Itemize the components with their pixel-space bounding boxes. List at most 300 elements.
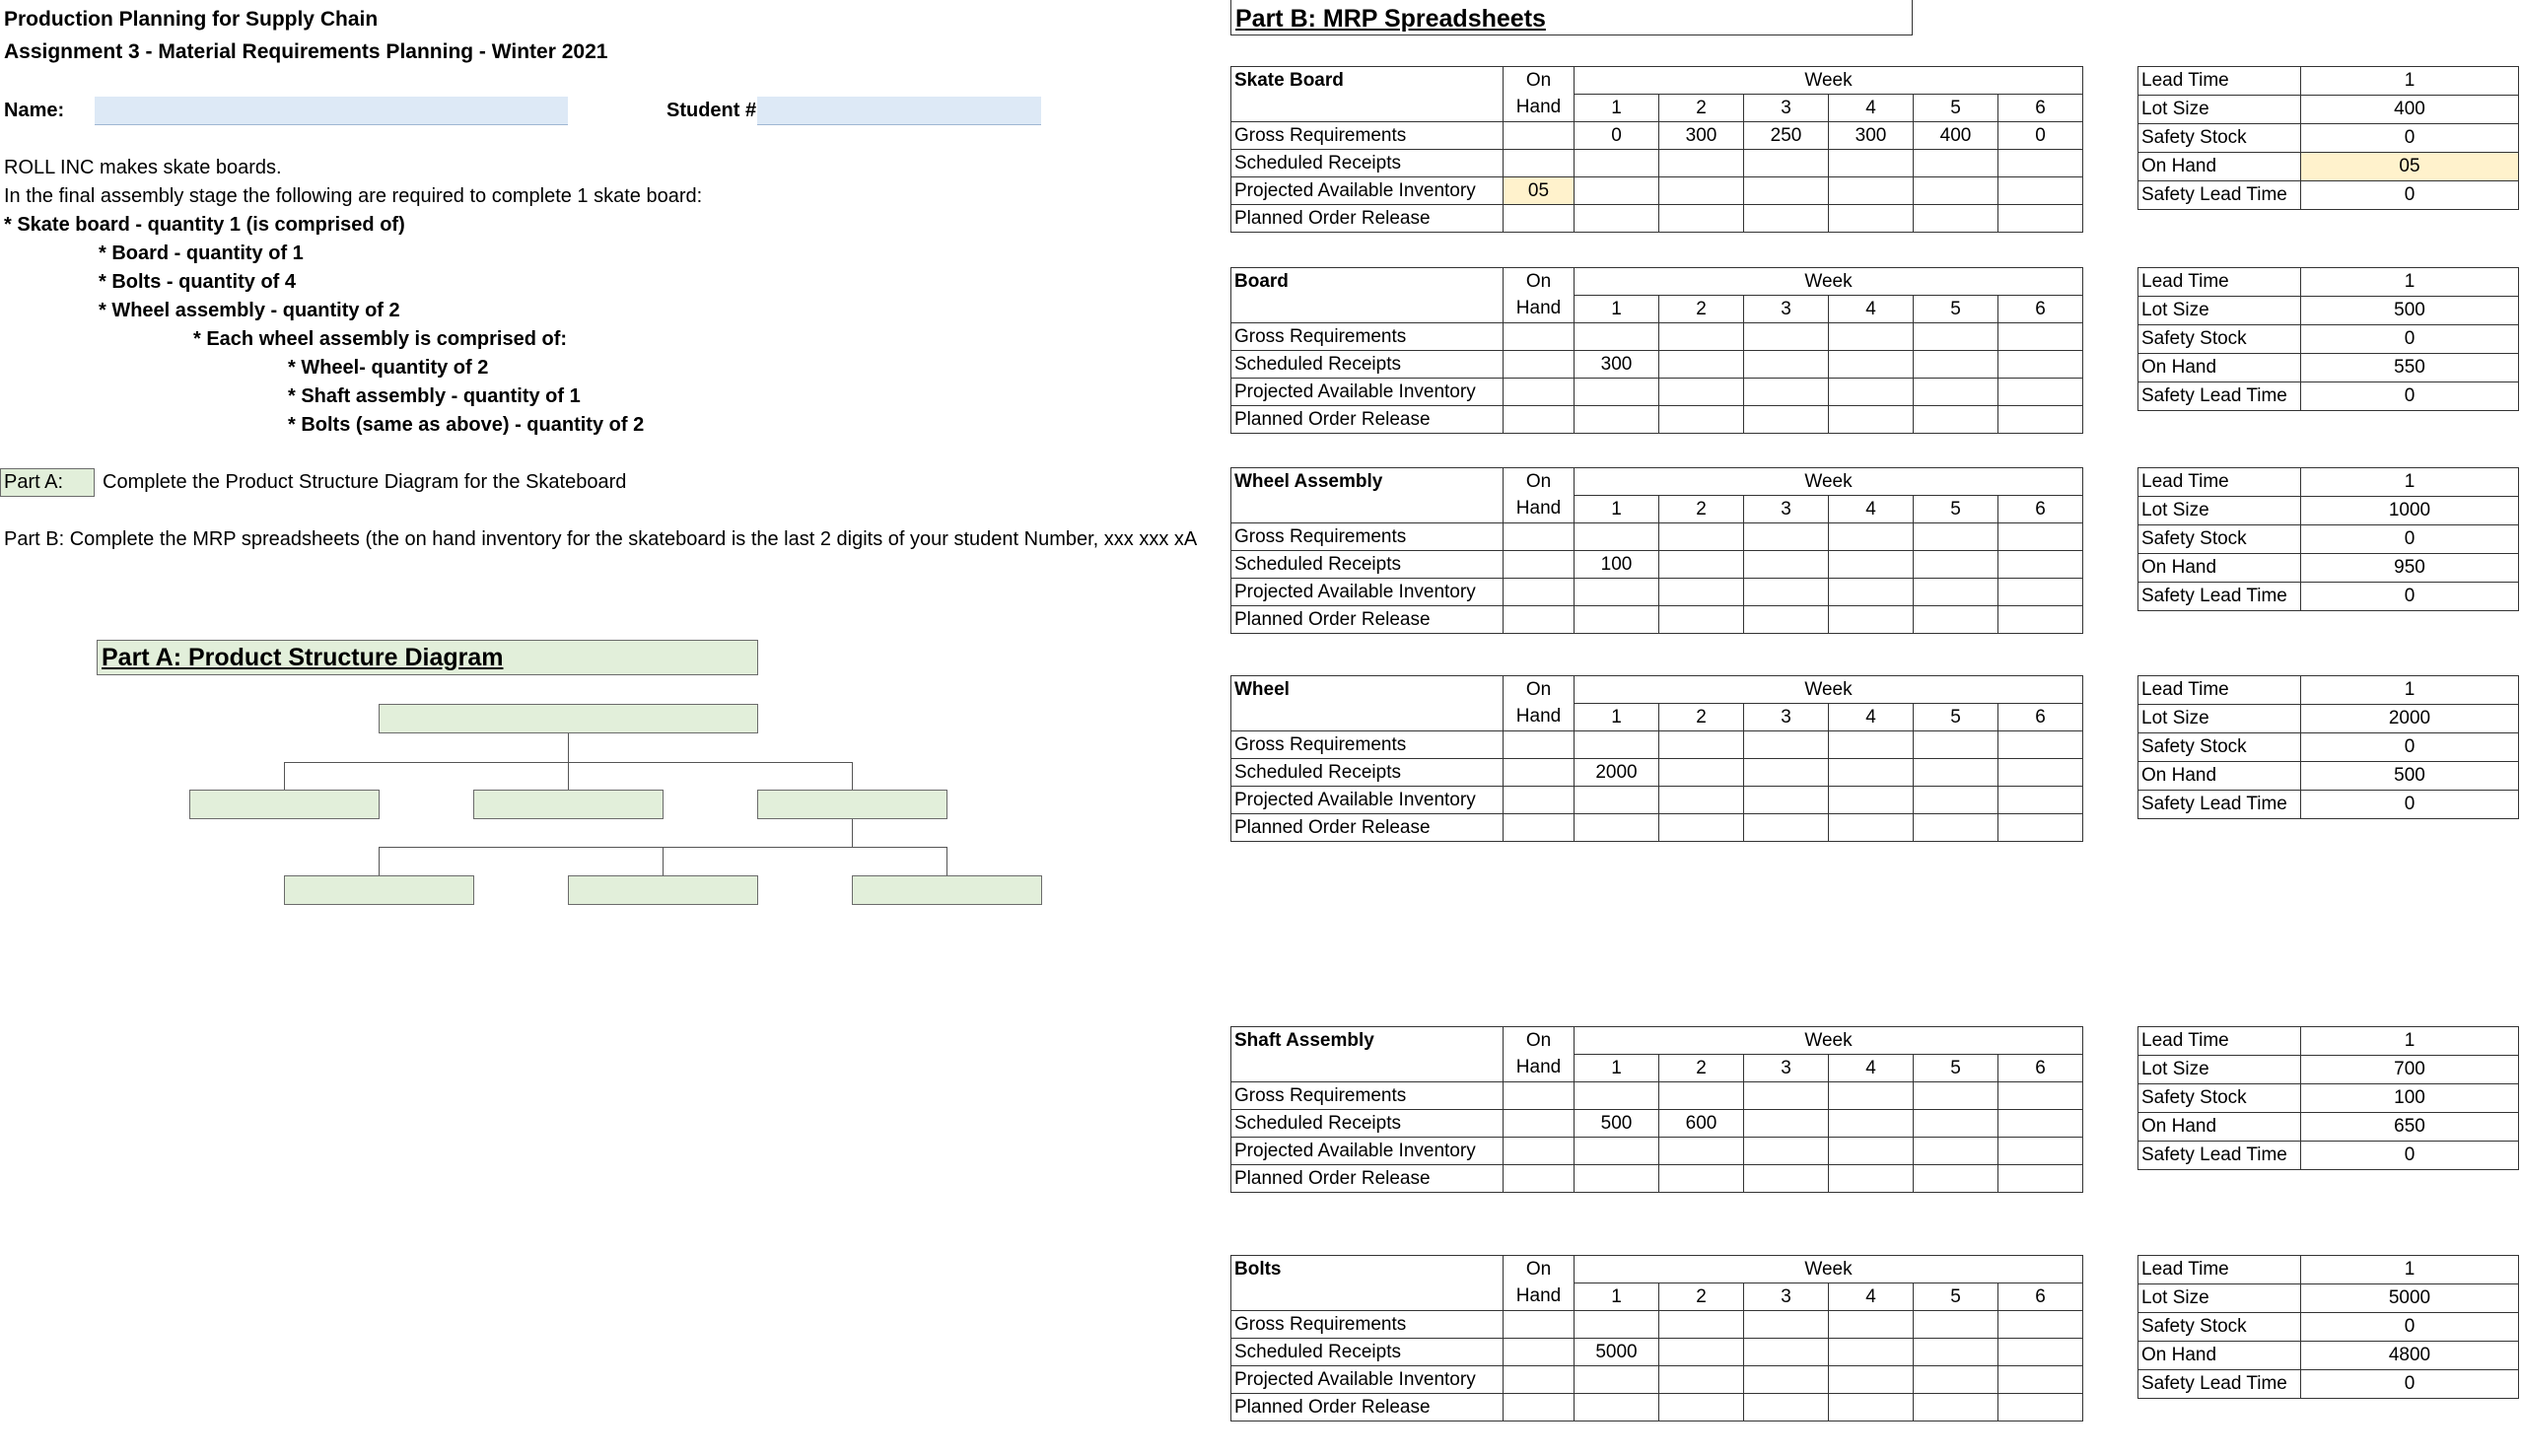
diagram-connector: [852, 819, 853, 848]
row-label: Planned Order Release: [1231, 814, 1504, 842]
input-cell[interactable]: [1659, 1138, 1744, 1165]
param-value[interactable]: 950: [2301, 554, 2519, 583]
param-label: Lead Time: [2138, 1256, 2301, 1284]
input-cell[interactable]: [1829, 177, 1914, 205]
gross-cell[interactable]: [1829, 523, 1914, 551]
param-label: Safety Lead Time: [2138, 791, 2301, 819]
scheduled-cell[interactable]: [1914, 1339, 1998, 1366]
param-value[interactable]: 500: [2301, 762, 2519, 791]
scheduled-cell[interactable]: [1829, 351, 1914, 379]
input-cell[interactable]: [1914, 1138, 1998, 1165]
week-number: 6: [1998, 704, 2083, 731]
input-cell[interactable]: [1998, 406, 2083, 434]
scheduled-cell[interactable]: [1829, 1339, 1914, 1366]
hand-label: Hand: [1504, 1283, 1575, 1311]
bom-line: * Wheel assembly - quantity of 2: [99, 300, 400, 321]
param-label: Safety Stock: [2138, 1084, 2301, 1113]
on-hand-cell[interactable]: [1504, 523, 1575, 551]
scheduled-cell[interactable]: [1914, 551, 1998, 579]
scheduled-cell[interactable]: [1744, 351, 1829, 379]
gross-cell[interactable]: [1575, 1311, 1659, 1339]
input-cell[interactable]: [1575, 1165, 1659, 1193]
gross-cell[interactable]: [1998, 1082, 2083, 1110]
input-cell[interactable]: [1998, 1366, 2083, 1394]
scheduled-cell[interactable]: [1998, 150, 2083, 177]
scheduled-cell[interactable]: [1744, 150, 1829, 177]
diagram-node-root[interactable]: [379, 704, 758, 733]
week-number: 4: [1829, 704, 1914, 731]
week-number: 6: [1998, 496, 2083, 523]
scheduled-cell[interactable]: 100: [1575, 551, 1659, 579]
gross-cell[interactable]: [1829, 1082, 1914, 1110]
on-hand-cell[interactable]: [1504, 814, 1575, 842]
on-hand-cell[interactable]: [1504, 731, 1575, 759]
gross-cell[interactable]: 0: [1575, 122, 1659, 150]
input-cell[interactable]: [1575, 814, 1659, 842]
diagram-connector: [284, 762, 285, 790]
row-label: Projected Available Inventory: [1231, 787, 1504, 814]
param-value[interactable]: 0: [2301, 583, 2519, 611]
part-b-instruction: Part B: Complete the MRP spreadsheets (the on hand inventory for the skateboard is the last 2 digits of your student Number, xxx xxx xA: [4, 528, 1198, 550]
param-label: Safety Lead Time: [2138, 1370, 2301, 1399]
week-number: 2: [1659, 704, 1744, 731]
input-cell[interactable]: [1998, 177, 2083, 205]
on-label: On: [1504, 67, 1575, 95]
gross-cell[interactable]: [1914, 523, 1998, 551]
on-hand-cell[interactable]: [1504, 351, 1575, 379]
param-label: Safety Stock: [2138, 733, 2301, 762]
param-label: Lot Size: [2138, 705, 2301, 733]
row-label: Projected Available Inventory: [1231, 1366, 1504, 1394]
input-cell[interactable]: [1575, 1366, 1659, 1394]
gross-cell[interactable]: [1744, 731, 1829, 759]
name-input[interactable]: [95, 97, 568, 125]
param-value[interactable]: 1: [2301, 1256, 2519, 1284]
param-label: Safety Lead Time: [2138, 1142, 2301, 1170]
input-cell[interactable]: [1744, 1165, 1829, 1193]
on-label: On: [1504, 268, 1575, 296]
gross-cell[interactable]: [1998, 731, 2083, 759]
input-cell[interactable]: [1659, 579, 1744, 606]
bom-line: * Board - quantity of 1: [99, 243, 304, 264]
param-value[interactable]: 500: [2301, 297, 2519, 325]
mrp-params-table: [2137, 1255, 2519, 1399]
param-value[interactable]: 1: [2301, 468, 2519, 497]
gross-cell[interactable]: [1829, 323, 1914, 351]
scheduled-cell[interactable]: [1829, 150, 1914, 177]
week-number: 1: [1575, 1055, 1659, 1082]
on-hand-cell[interactable]: [1504, 1339, 1575, 1366]
input-cell[interactable]: [1998, 1165, 2083, 1193]
param-value[interactable]: 1: [2301, 1027, 2519, 1056]
input-cell[interactable]: [1998, 1394, 2083, 1421]
param-value[interactable]: 0: [2301, 181, 2519, 210]
row-label: Scheduled Receipts: [1231, 551, 1504, 579]
input-cell[interactable]: [1744, 379, 1829, 406]
param-label: On Hand: [2138, 1113, 2301, 1142]
gross-cell[interactable]: [1744, 1082, 1829, 1110]
gross-cell[interactable]: 250: [1744, 122, 1829, 150]
scheduled-cell[interactable]: [1659, 551, 1744, 579]
input-cell[interactable]: [1914, 814, 1998, 842]
input-cell[interactable]: [1659, 606, 1744, 634]
input-cell[interactable]: [1998, 579, 2083, 606]
week-number: 2: [1659, 1055, 1744, 1082]
input-cell[interactable]: [1914, 787, 1998, 814]
input-cell[interactable]: [1744, 814, 1829, 842]
diagram-node-level2[interactable]: [852, 875, 1042, 905]
row-label: Planned Order Release: [1231, 1165, 1504, 1193]
row-label: Projected Available Inventory: [1231, 1138, 1504, 1165]
week-number: 4: [1829, 496, 1914, 523]
week-label: Week: [1575, 676, 2083, 704]
input-cell[interactable]: [1744, 1138, 1829, 1165]
scheduled-cell[interactable]: [1659, 759, 1744, 787]
gross-cell[interactable]: [1575, 523, 1659, 551]
on-hand-cell[interactable]: [1504, 1165, 1575, 1193]
gross-cell[interactable]: 300: [1659, 122, 1744, 150]
row-label: Projected Available Inventory: [1231, 379, 1504, 406]
week-label: Week: [1575, 1027, 2083, 1055]
scheduled-cell[interactable]: [1829, 551, 1914, 579]
input-cell[interactable]: [1659, 177, 1744, 205]
scheduled-cell[interactable]: [1659, 1339, 1744, 1366]
input-cell[interactable]: [1744, 1394, 1829, 1421]
item-name: Skate Board: [1231, 67, 1504, 95]
on-hand-cell[interactable]: [1504, 122, 1575, 150]
scheduled-cell[interactable]: [1744, 759, 1829, 787]
scheduled-cell[interactable]: 600: [1659, 1110, 1744, 1138]
gross-cell[interactable]: [1575, 323, 1659, 351]
week-number: 4: [1829, 1055, 1914, 1082]
gross-cell[interactable]: [1998, 323, 2083, 351]
item-name: Bolts: [1231, 1256, 1504, 1283]
gross-cell[interactable]: [1829, 731, 1914, 759]
gross-cell[interactable]: 300: [1829, 122, 1914, 150]
week-number: 5: [1914, 704, 1998, 731]
param-value[interactable]: 1000: [2301, 497, 2519, 525]
scheduled-cell[interactable]: [1659, 351, 1744, 379]
on-label: On: [1504, 468, 1575, 496]
param-label: Safety Lead Time: [2138, 181, 2301, 210]
input-cell[interactable]: [1998, 787, 2083, 814]
on-hand-cell[interactable]: [1504, 323, 1575, 351]
input-cell[interactable]: [1744, 579, 1829, 606]
param-value[interactable]: 100: [2301, 1084, 2519, 1113]
part-b-title: Part B: MRP Spreadsheets: [1235, 5, 1546, 33]
input-cell[interactable]: [1829, 1366, 1914, 1394]
pai-on-hand-cell[interactable]: [1504, 1138, 1575, 1165]
input-cell[interactable]: [1998, 1138, 2083, 1165]
param-label: Safety Lead Time: [2138, 382, 2301, 411]
week-number: 6: [1998, 296, 2083, 323]
row-label: Planned Order Release: [1231, 205, 1504, 233]
input-cell[interactable]: [1829, 1394, 1914, 1421]
input-cell[interactable]: [1829, 606, 1914, 634]
input-cell[interactable]: [1744, 1366, 1829, 1394]
param-value[interactable]: 650: [2301, 1113, 2519, 1142]
input-cell[interactable]: [1575, 1394, 1659, 1421]
input-cell[interactable]: [1998, 606, 2083, 634]
pai-on-hand-cell[interactable]: [1504, 379, 1575, 406]
gross-cell[interactable]: [1914, 323, 1998, 351]
param-value[interactable]: 5000: [2301, 1284, 2519, 1313]
param-label: Safety Stock: [2138, 1313, 2301, 1342]
on-hand-cell[interactable]: [1504, 1394, 1575, 1421]
param-label: Lot Size: [2138, 96, 2301, 124]
bom-line: * Wheel- quantity of 2: [288, 357, 489, 379]
item-name: Shaft Assembly: [1231, 1027, 1504, 1055]
mrp-params-table: [2137, 1026, 2519, 1170]
input-cell[interactable]: [1575, 579, 1659, 606]
gross-cell[interactable]: [1659, 731, 1744, 759]
row-label: Projected Available Inventory: [1231, 579, 1504, 606]
param-label: On Hand: [2138, 354, 2301, 382]
gross-cell[interactable]: [1829, 1311, 1914, 1339]
scheduled-cell[interactable]: [1914, 351, 1998, 379]
param-value[interactable]: 0: [2301, 382, 2519, 411]
input-cell[interactable]: [1829, 579, 1914, 606]
input-cell[interactable]: [1998, 379, 2083, 406]
input-cell[interactable]: [1914, 579, 1998, 606]
scheduled-cell[interactable]: [1744, 551, 1829, 579]
scheduled-cell[interactable]: [1914, 150, 1998, 177]
row-label: Gross Requirements: [1231, 1082, 1504, 1110]
param-value[interactable]: 550: [2301, 354, 2519, 382]
mrp-params-table: [2137, 675, 2519, 819]
week-number: 3: [1744, 1283, 1829, 1311]
pai-on-hand-cell[interactable]: [1504, 579, 1575, 606]
input-cell[interactable]: [1914, 177, 1998, 205]
gross-cell[interactable]: [1575, 731, 1659, 759]
input-cell[interactable]: [1829, 1138, 1914, 1165]
scheduled-cell[interactable]: 5000: [1575, 1339, 1659, 1366]
scheduled-cell[interactable]: [1998, 759, 2083, 787]
gross-cell[interactable]: 400: [1914, 122, 1998, 150]
scheduled-cell[interactable]: [1575, 150, 1659, 177]
scheduled-cell[interactable]: [1998, 1110, 2083, 1138]
on-hand-cell[interactable]: [1504, 606, 1575, 634]
input-cell[interactable]: [1659, 787, 1744, 814]
input-cell[interactable]: [1914, 406, 1998, 434]
param-value[interactable]: 0: [2301, 1370, 2519, 1399]
week-number: 6: [1998, 95, 2083, 122]
on-hand-cell[interactable]: [1504, 205, 1575, 233]
input-cell[interactable]: [1659, 406, 1744, 434]
diagram-node-level1[interactable]: [757, 790, 947, 819]
input-cell[interactable]: [1744, 205, 1829, 233]
input-cell[interactable]: [1659, 205, 1744, 233]
week-number: 2: [1659, 496, 1744, 523]
param-value[interactable]: 0: [2301, 733, 2519, 762]
gross-cell[interactable]: [1659, 1082, 1744, 1110]
gross-cell[interactable]: [1914, 1311, 1998, 1339]
input-cell[interactable]: [1575, 379, 1659, 406]
pai-on-hand-cell[interactable]: [1504, 1366, 1575, 1394]
param-value[interactable]: 1: [2301, 268, 2519, 297]
param-label: Lead Time: [2138, 67, 2301, 96]
row-label: Scheduled Receipts: [1231, 351, 1504, 379]
on-hand-cell[interactable]: [1504, 150, 1575, 177]
on-hand-cell[interactable]: [1504, 1082, 1575, 1110]
row-label: Gross Requirements: [1231, 1311, 1504, 1339]
param-label: Lot Size: [2138, 297, 2301, 325]
pai-on-hand-cell[interactable]: [1504, 787, 1575, 814]
gross-cell[interactable]: [1659, 1311, 1744, 1339]
on-hand-cell[interactable]: [1504, 406, 1575, 434]
diagram-node-level1[interactable]: [189, 790, 380, 819]
week-number: 1: [1575, 296, 1659, 323]
input-cell[interactable]: [1829, 205, 1914, 233]
pai-on-hand-cell[interactable]: 05: [1504, 177, 1575, 205]
assignment-title: Assignment 3 - Material Requirements Planning - Winter 2021: [4, 40, 608, 63]
week-label: Week: [1575, 67, 2083, 95]
scheduled-cell[interactable]: 300: [1575, 351, 1659, 379]
gross-cell[interactable]: [1575, 1082, 1659, 1110]
input-cell[interactable]: [1659, 1165, 1744, 1193]
bom-line: * Skate board - quantity 1 (is comprised of): [4, 214, 405, 236]
mrp-params-table: [2137, 467, 2519, 611]
scheduled-cell[interactable]: [1829, 759, 1914, 787]
gross-cell[interactable]: [1659, 323, 1744, 351]
hand-label: Hand: [1504, 704, 1575, 731]
param-value[interactable]: 0: [2301, 325, 2519, 354]
on-label: On: [1504, 676, 1575, 704]
week-number: 3: [1744, 496, 1829, 523]
student-number-input[interactable]: [757, 97, 1041, 125]
gross-cell[interactable]: [1998, 1311, 2083, 1339]
param-value[interactable]: 1: [2301, 676, 2519, 705]
hand-label: Hand: [1504, 296, 1575, 323]
input-cell[interactable]: [1575, 1138, 1659, 1165]
input-cell[interactable]: [1575, 205, 1659, 233]
scheduled-cell[interactable]: 2000: [1575, 759, 1659, 787]
blank-cell: [1231, 296, 1504, 323]
gross-cell[interactable]: [1914, 731, 1998, 759]
input-cell[interactable]: [1914, 205, 1998, 233]
input-cell[interactable]: [1998, 814, 2083, 842]
gross-cell[interactable]: [1659, 523, 1744, 551]
gross-cell[interactable]: [1914, 1082, 1998, 1110]
param-label: Lead Time: [2138, 268, 2301, 297]
input-cell[interactable]: [1829, 814, 1914, 842]
on-hand-cell[interactable]: [1504, 759, 1575, 787]
intro-line-1: ROLL INC makes skate boards.: [4, 157, 282, 178]
input-cell[interactable]: [1744, 177, 1829, 205]
scheduled-cell[interactable]: [1914, 1110, 1998, 1138]
input-cell[interactable]: [1829, 406, 1914, 434]
param-value[interactable]: 1: [2301, 67, 2519, 96]
input-cell[interactable]: [1744, 406, 1829, 434]
week-number: 4: [1829, 1283, 1914, 1311]
week-number: 3: [1744, 1055, 1829, 1082]
week-number: 5: [1914, 296, 1998, 323]
diagram-node-level2[interactable]: [568, 875, 758, 905]
input-cell[interactable]: [1829, 787, 1914, 814]
param-value[interactable]: 0: [2301, 124, 2519, 153]
blank-cell: [1231, 1283, 1504, 1311]
scheduled-cell[interactable]: [1744, 1339, 1829, 1366]
gross-cell[interactable]: [1744, 523, 1829, 551]
param-value[interactable]: 0: [2301, 1313, 2519, 1342]
week-number: 6: [1998, 1055, 2083, 1082]
diagram-node-level2[interactable]: [284, 875, 474, 905]
scheduled-cell[interactable]: [1659, 150, 1744, 177]
scheduled-cell[interactable]: [1998, 351, 2083, 379]
input-cell[interactable]: [1998, 205, 2083, 233]
row-label: Scheduled Receipts: [1231, 1110, 1504, 1138]
input-cell[interactable]: [1829, 1165, 1914, 1193]
gross-cell[interactable]: [1744, 323, 1829, 351]
on-hand-cell[interactable]: [1504, 551, 1575, 579]
input-cell[interactable]: [1659, 814, 1744, 842]
param-value[interactable]: 05: [2301, 153, 2519, 181]
param-value[interactable]: 0: [2301, 791, 2519, 819]
gross-cell[interactable]: 0: [1998, 122, 2083, 150]
input-cell[interactable]: [1829, 379, 1914, 406]
input-cell[interactable]: [1914, 1366, 1998, 1394]
row-label: Planned Order Release: [1231, 406, 1504, 434]
scheduled-cell[interactable]: 500: [1575, 1110, 1659, 1138]
input-cell[interactable]: [1575, 177, 1659, 205]
blank-cell: [1231, 496, 1504, 523]
scheduled-cell[interactable]: [1998, 1339, 2083, 1366]
diagram-connector: [852, 762, 853, 790]
input-cell[interactable]: [1744, 606, 1829, 634]
blank-cell: [1231, 95, 1504, 122]
item-name: Wheel Assembly: [1231, 468, 1504, 496]
on-hand-cell[interactable]: [1504, 1110, 1575, 1138]
param-value[interactable]: 4800: [2301, 1342, 2519, 1370]
input-cell[interactable]: [1914, 606, 1998, 634]
param-value[interactable]: 400: [2301, 96, 2519, 124]
param-value[interactable]: 700: [2301, 1056, 2519, 1084]
diagram-connector: [568, 762, 569, 790]
input-cell[interactable]: [1659, 1366, 1744, 1394]
week-number: 6: [1998, 1283, 2083, 1311]
param-label: Safety Stock: [2138, 325, 2301, 354]
input-cell[interactable]: [1744, 787, 1829, 814]
param-value[interactable]: 0: [2301, 1142, 2519, 1170]
scheduled-cell[interactable]: [1998, 551, 2083, 579]
input-cell[interactable]: [1659, 1394, 1744, 1421]
input-cell[interactable]: [1575, 606, 1659, 634]
input-cell[interactable]: [1914, 1165, 1998, 1193]
input-cell[interactable]: [1914, 379, 1998, 406]
input-cell[interactable]: [1575, 406, 1659, 434]
scheduled-cell[interactable]: [1914, 759, 1998, 787]
part-a-label: Part A:: [0, 468, 95, 497]
mrp-table: [1230, 675, 2083, 842]
gross-cell[interactable]: [1998, 523, 2083, 551]
scheduled-cell[interactable]: [1744, 1110, 1829, 1138]
param-value[interactable]: 0: [2301, 525, 2519, 554]
on-hand-cell[interactable]: [1504, 1311, 1575, 1339]
gross-cell[interactable]: [1744, 1311, 1829, 1339]
diagram-node-level1[interactable]: [473, 790, 664, 819]
week-number: 5: [1914, 1055, 1998, 1082]
mrp-table: [1230, 1255, 2083, 1421]
week-number: 4: [1829, 296, 1914, 323]
scheduled-cell[interactable]: [1829, 1110, 1914, 1138]
input-cell[interactable]: [1575, 787, 1659, 814]
input-cell[interactable]: [1914, 1394, 1998, 1421]
on-label: On: [1504, 1027, 1575, 1055]
param-value[interactable]: 2000: [2301, 705, 2519, 733]
bom-line: * Each wheel assembly is comprised of:: [193, 328, 568, 350]
input-cell[interactable]: [1659, 379, 1744, 406]
intro-line-2: In the final assembly stage the following are required to complete 1 skate board:: [4, 185, 703, 207]
